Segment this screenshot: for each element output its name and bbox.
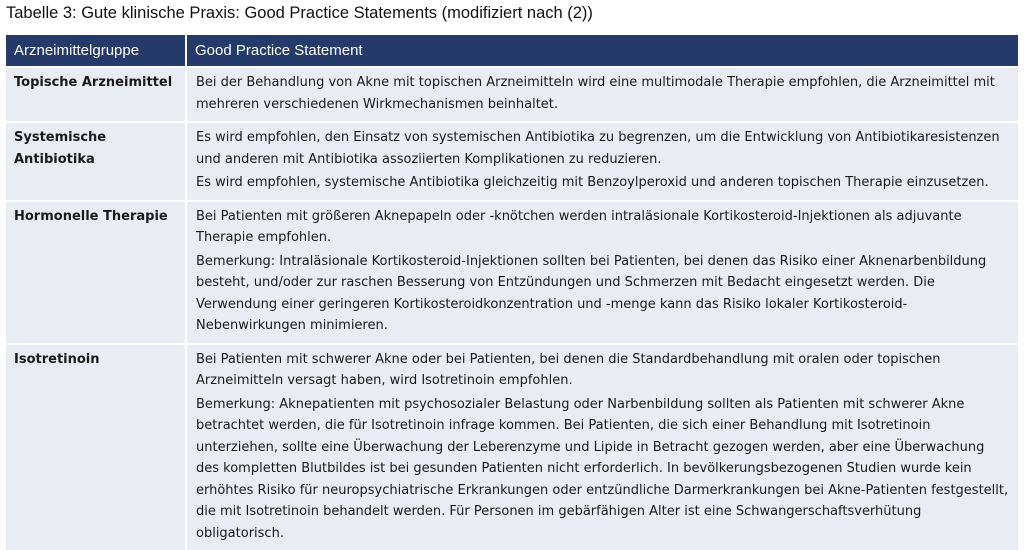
table-row: [6, 66, 1018, 121]
row-group-isotretinoin: Isotretinoin: [6, 343, 187, 550]
statement-paragraph: Bei Patienten mit größeren Aknepapeln oder -knötchen werden intraläsionale Kortikosteroid-Injektionen als adjuvante Therapie empfohlen.: [196, 206, 1010, 249]
row-statement-cell: [187, 66, 1018, 121]
statement-paragraph: Bei der Behandlung von Akne mit topischen Arzneimitteln wird eine multimodale Therapie empfohlen, die Arzneimittel mit mehreren verschiedenen Wirkmechanismen beinhaltet.: [196, 72, 1010, 115]
row-group-systemische-antibiotika: Systemische Antibiotika: [6, 121, 187, 200]
statement-remark: Bemerkung: Intraläsionale Kortikosteroid-Injektionen sollten bei Patienten, bei denen das Risiko einer Aknenarbenbildung besteht, und/oder zur raschen Besserung von Entzündungen und Schmerzen mit Bedacht eingesetzt werden. Die Verwendung einer geringeren Kortikosteroidkonzentration und -menge kann das Risiko lokaler Kortikosteroid-Nebenwirkungen minimieren.: [196, 251, 1010, 337]
row-group-topische-arzneimittel: Topische Arzneimittel: [6, 66, 187, 121]
statement-paragraph: Es wird empfohlen, den Einsatz von systemischen Antibiotika zu begrenzen, um die Entwicklung von Antibiotikaresistenzen und anderen mit Antibiotika assoziierten Komplikationen zu reduzieren.: [196, 127, 1010, 170]
table-caption: Tabelle 3: Gute klinische Praxis: Good Practice Statements (modifiziert nach (2)): [6, 4, 593, 23]
header-good-practice-statement: Good Practice Statement: [187, 35, 1018, 66]
row-statement-cell: [187, 121, 1018, 200]
statement-paragraph: Bei Patienten mit schwerer Akne oder bei Patienten, bei denen die Standardbehandlung mit oralen oder topischen Arzneimitteln versagt haben, wird Isotretinoin empfohlen.: [196, 349, 1010, 392]
good-practice-table: [6, 35, 1018, 550]
table-row: [6, 121, 1018, 200]
statement-paragraph: Es wird empfohlen, systemische Antibiotika gleichzeitig mit Benzoylperoxid und anderen topischen Therapie einzusetzen.: [196, 172, 1010, 194]
table-row: [6, 343, 1018, 550]
statement-remark: Bemerkung: Aknepatienten mit psychosozialer Belastung oder Narbenbildung sollten als Patienten mit schwerer Akne betrachtet werden, die für Isotretinoin infrage kommen. Bei Patienten, die sich einer Behandlung mit Isotretinoin unterziehen, sollte eine Überwachung der Leberenzyme und Lipide in Betracht gezogen werden, aber eine Überwachung des kompletten Blutbildes ist bei gesunden Patienten nicht erforderlich. In bevölkerungsbezogenen Studien wurde kein erhöhtes Risiko für neuropsychiatrische Erkrankungen oder entzündliche Darmerkrankungen bei Akne-Patienten festgestellt, die mit Isotretinoin behandelt werden. Für Personen im gebärfähigen Alter ist eine Schwangerschaftsverhütung obligatorisch.: [196, 394, 1010, 545]
row-statement-cell: [187, 343, 1018, 550]
row-group-hormonelle-therapie: Hormonelle Therapie: [6, 200, 187, 343]
table-header-row: [6, 35, 1018, 66]
row-statement-cell: [187, 200, 1018, 343]
table-row: [6, 200, 1018, 343]
header-arzneimittelgruppe: Arzneimittelgruppe: [6, 35, 187, 66]
